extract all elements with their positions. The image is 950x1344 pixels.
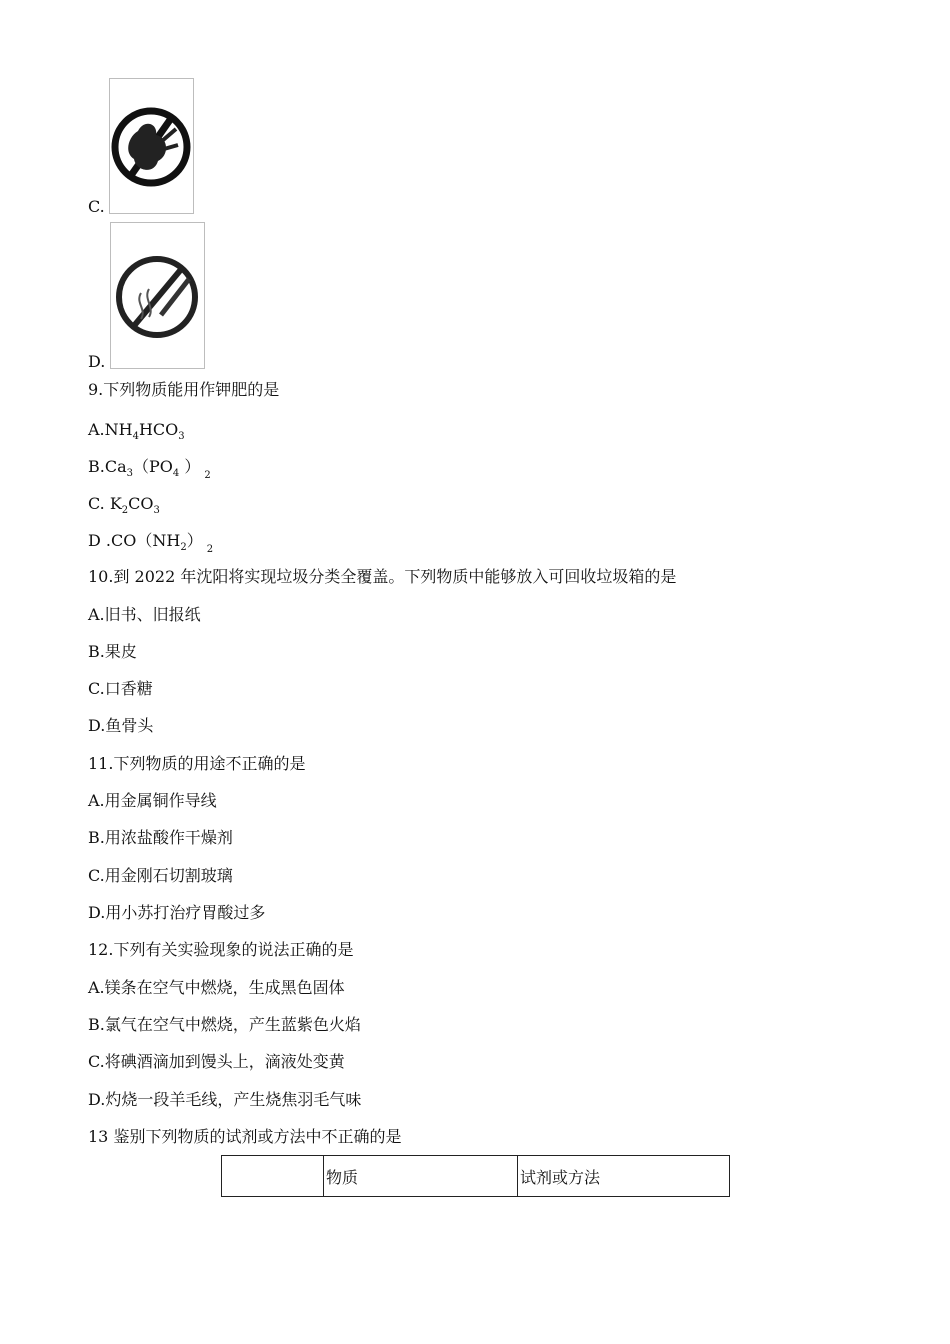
q10-option-c: C.口香糖 bbox=[88, 679, 153, 698]
q11-option-b: B.用浓盐酸作干燥剂 bbox=[88, 828, 233, 847]
table-header-cell bbox=[222, 1156, 324, 1197]
q11-option-d: D.用小苏打治疗胃酸过多 bbox=[88, 903, 266, 922]
q9-option-b: $B.Ca_3(PO_4$ ） $_2$ bbox=[88, 457, 211, 481]
q11-option-a: A.用金属铜作导线 bbox=[88, 791, 217, 810]
q12-stem: 12.下列有关实验现象的说法正确的是 bbox=[88, 940, 354, 959]
q9-option-a: $A.NH_4HCO_3$ bbox=[88, 420, 185, 442]
no-fireworks-icon bbox=[109, 78, 194, 214]
option-c-label: C. bbox=[88, 197, 105, 216]
q10-option-b: B.果皮 bbox=[88, 642, 137, 661]
q13-stem: 13 鉴别下列物质的试剂或方法中不正确的是 bbox=[88, 1127, 402, 1146]
q12-option-b: B.氯气在空气中燃烧，产生蓝紫色火焰 bbox=[88, 1015, 361, 1034]
table-header-cell: 物质 bbox=[324, 1156, 518, 1197]
q9-option-c: C. $K_2CO_3$ bbox=[88, 494, 160, 516]
q13-table bbox=[221, 1155, 730, 1197]
q12-option-d: D.灼烧一段羊毛线，产生烧焦羽毛气味 bbox=[88, 1090, 362, 1109]
q10-stem: 10.到 2022 年沈阳将实现垃圾分类全覆盖。下列物质中能够放入可回收垃圾箱的是 bbox=[88, 567, 677, 586]
q10-option-a: A.旧书、旧报纸 bbox=[88, 605, 201, 624]
q11-stem: 11.下列物质的用途不正确的是 bbox=[88, 754, 306, 773]
table-row bbox=[222, 1156, 730, 1197]
option-d-label: D. bbox=[88, 352, 106, 371]
table-header-cell: 试剂或方法 bbox=[518, 1156, 730, 1197]
q12-option-a: A.镁条在空气中燃烧，生成黑色固体 bbox=[88, 978, 345, 997]
q9-stem: 9.下列物质能用作钾肥的是 bbox=[88, 380, 280, 399]
q12-option-c: C.将碘酒滴加到馒头上，滴液处变黄 bbox=[88, 1052, 345, 1071]
q9-option-d: D $.CO(NH_2)$ $_2$ bbox=[88, 531, 214, 555]
no-smoking-icon bbox=[110, 222, 205, 369]
q11-option-c: C.用金刚石切割玻璃 bbox=[88, 866, 233, 885]
q10-option-d: D.鱼骨头 bbox=[88, 716, 154, 735]
